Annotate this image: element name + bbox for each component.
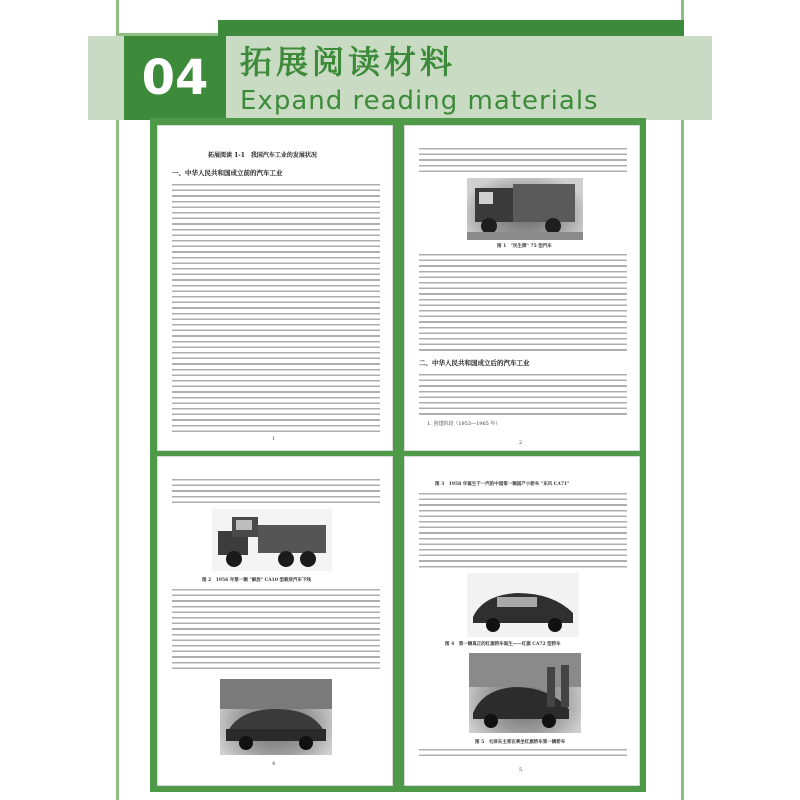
top-accent-stripe bbox=[218, 20, 684, 36]
figure-caption: 图 5 毛泽东主席在乘坐红旗轿车第一辆轿车 bbox=[475, 740, 566, 745]
body-text bbox=[419, 749, 627, 759]
truck-illustration bbox=[467, 178, 583, 240]
page-number: 2 bbox=[519, 440, 523, 446]
section-title-en: Expand reading materials bbox=[240, 86, 599, 116]
body-text bbox=[419, 493, 627, 569]
figure-caption: 图 3 1958 年诞生于一汽的中国第一辆国产小轿车 "东风 CA71" bbox=[435, 482, 570, 487]
document-page-2 bbox=[404, 125, 640, 451]
body-text bbox=[419, 254, 627, 352]
body-text bbox=[172, 184, 380, 434]
body-text bbox=[419, 148, 627, 176]
figure-caption: 图 4 第一辆真正的红旗轿车诞生——红旗 CA72 型轿车 bbox=[445, 642, 561, 647]
body-text bbox=[419, 374, 627, 416]
sedan-people-illustration bbox=[469, 653, 581, 733]
section-heading: 一、中华人民共和国成立前的汽车工业 bbox=[172, 169, 283, 177]
car-crowd-photo bbox=[220, 679, 332, 755]
jiefang-truck-illustration bbox=[212, 509, 332, 571]
page-title: 拓展阅读 1-1 我国汽车工业的发展状况 bbox=[208, 152, 317, 159]
figure-caption: 图 2 1956 年第一辆 "解放" CA10 型载货汽车下线 bbox=[202, 578, 312, 583]
document-page-4 bbox=[404, 456, 640, 786]
truck-photo bbox=[467, 178, 583, 240]
car-illustration bbox=[220, 679, 332, 755]
truck-photo bbox=[212, 509, 332, 571]
document-page-3 bbox=[157, 456, 393, 786]
page-number: 1 bbox=[272, 436, 276, 442]
sub-heading: 1. 创建阶段（1953—1965 年） bbox=[427, 421, 501, 427]
document-page-1 bbox=[157, 125, 393, 451]
section-number: 04 bbox=[124, 36, 226, 120]
body-text bbox=[172, 479, 380, 507]
car-photo bbox=[467, 573, 579, 637]
sedan-illustration bbox=[467, 573, 579, 637]
body-text bbox=[172, 589, 380, 673]
section-title-cn: 拓展阅读材料 bbox=[240, 43, 457, 81]
figure-caption: 图 1 "民生牌" 75 型汽车 bbox=[497, 244, 552, 249]
page-number: 5 bbox=[519, 767, 523, 773]
section-heading: 二、中华人民共和国成立后的汽车工业 bbox=[419, 359, 530, 367]
page-number: 4 bbox=[272, 761, 276, 767]
car-people-photo bbox=[469, 653, 581, 733]
